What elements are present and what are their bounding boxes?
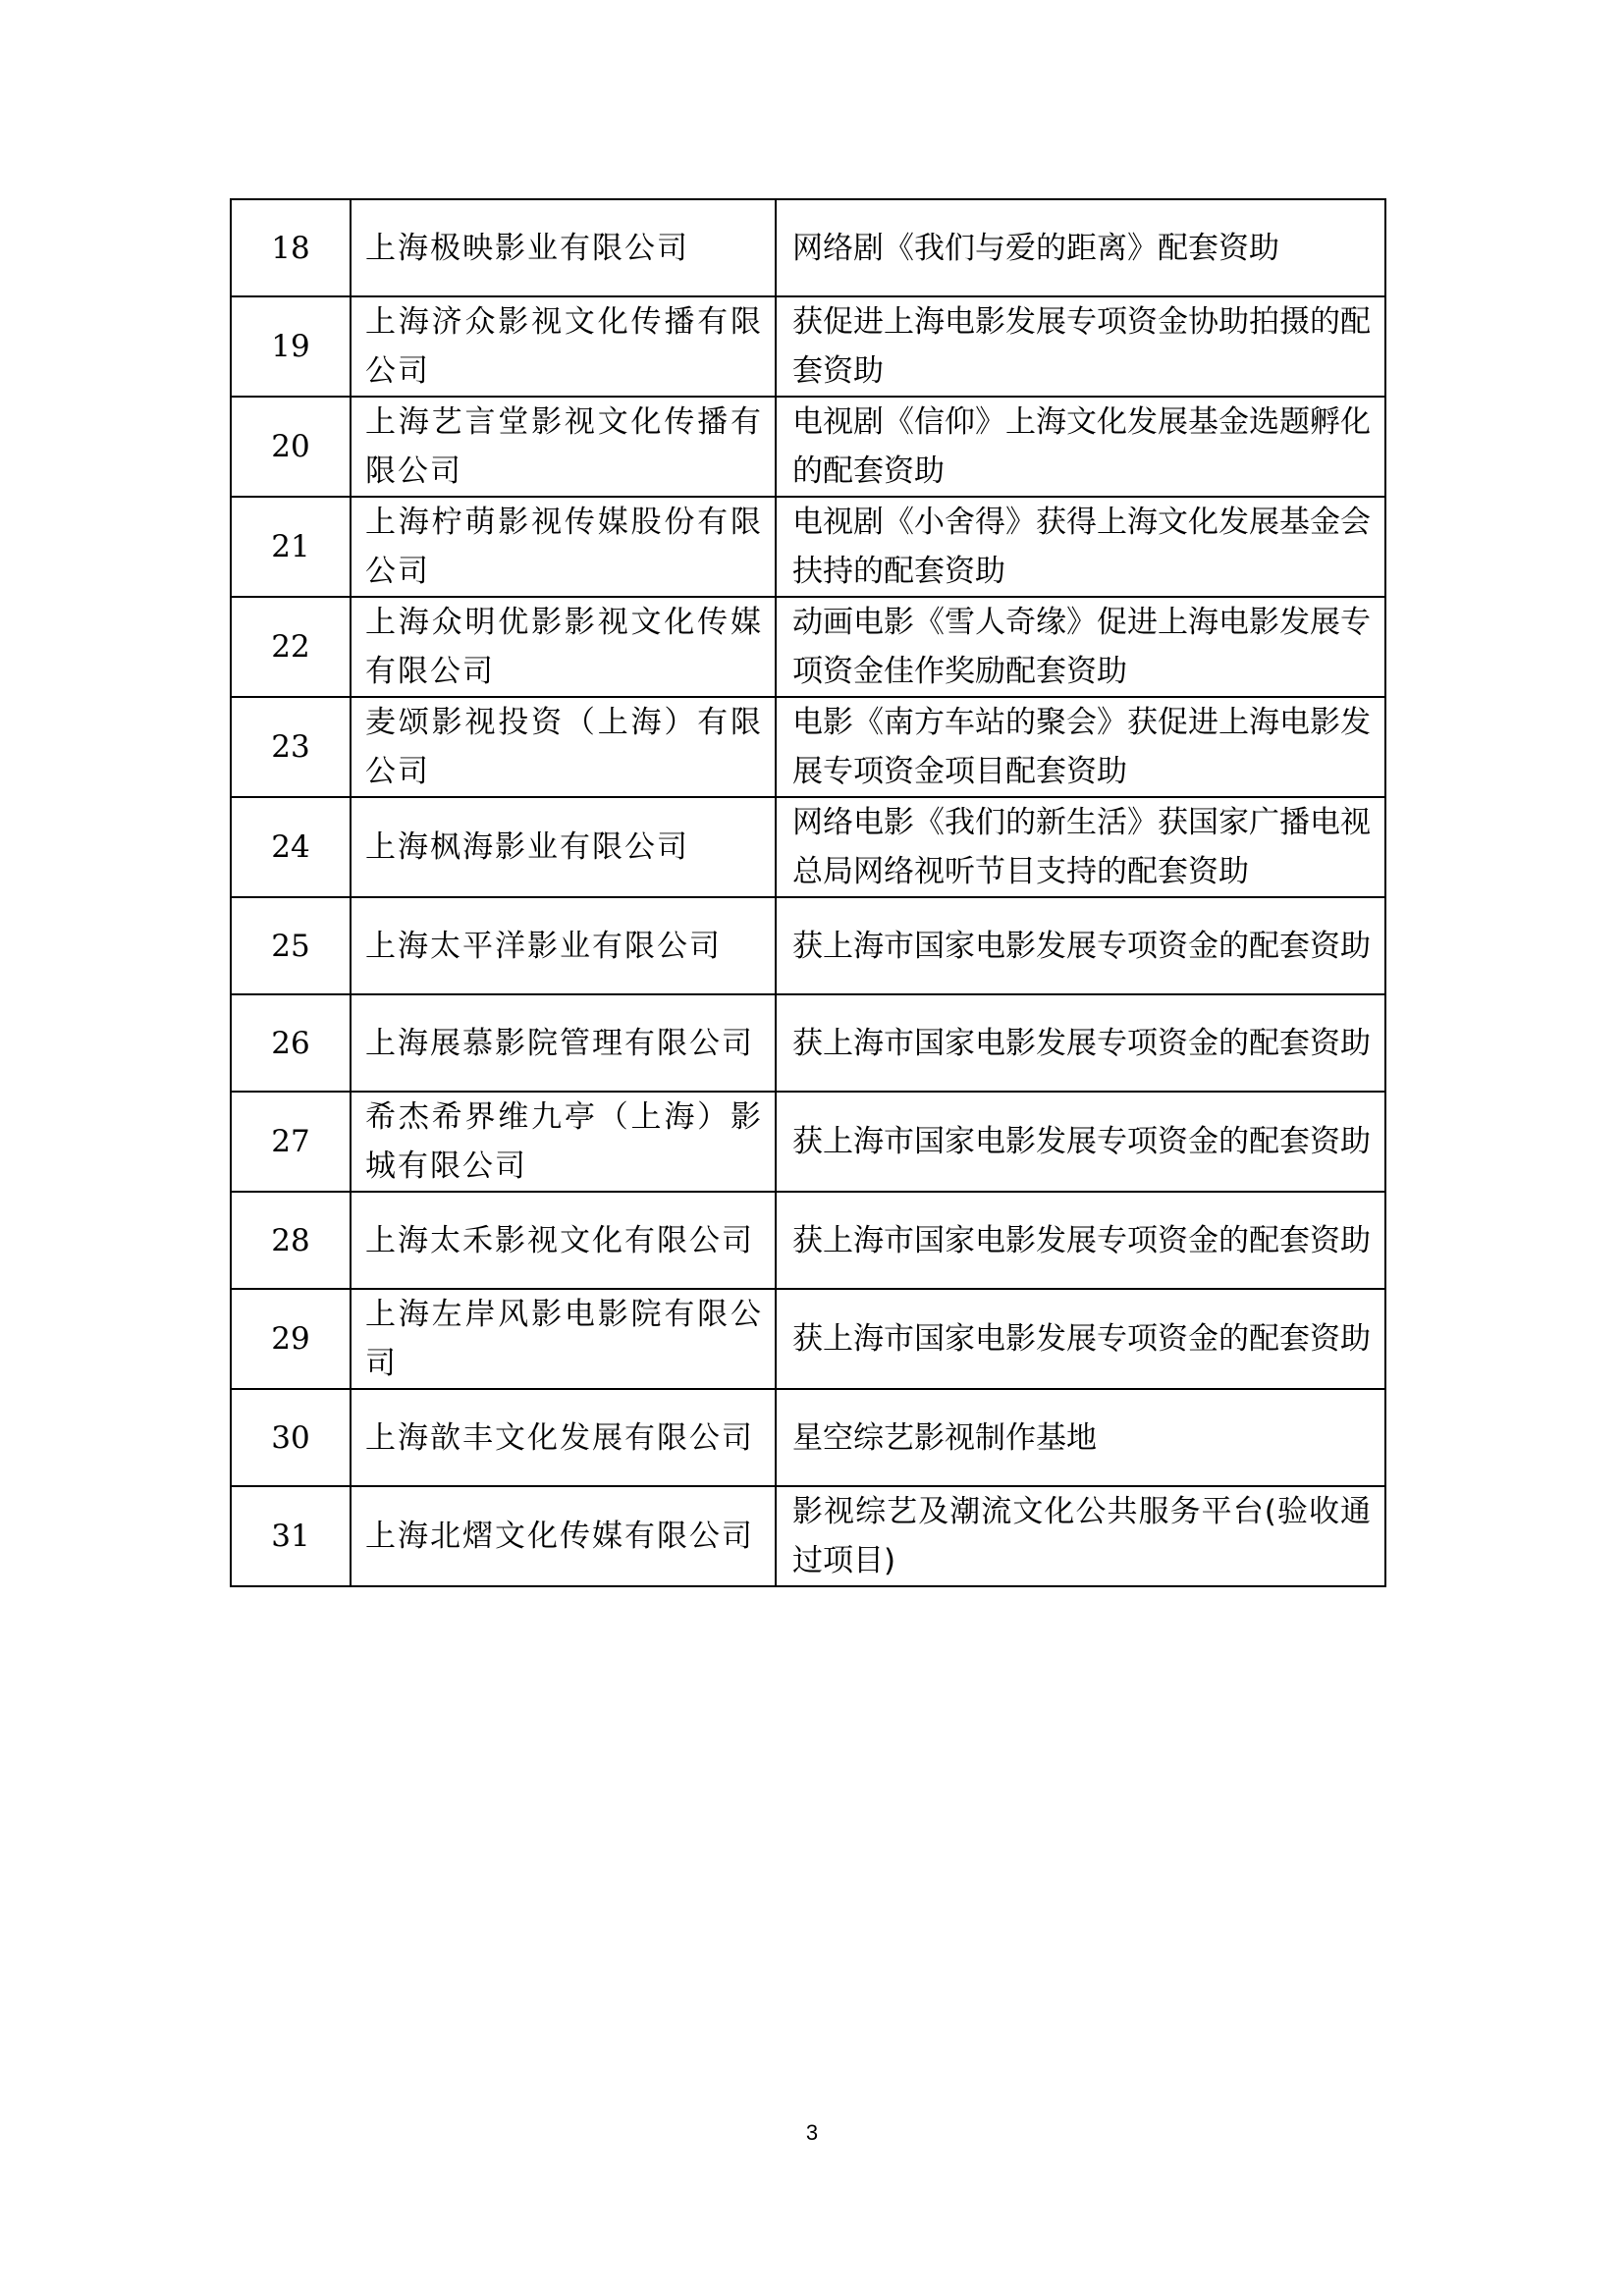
company-name: 上海众明优影影视文化传媒有限公司 — [351, 597, 776, 697]
company-name: 上海北熠文化传媒有限公司 — [351, 1486, 776, 1586]
table-row — [231, 1192, 1385, 1289]
table-row — [231, 1389, 1385, 1486]
row-number: 26 — [231, 994, 351, 1092]
company-name: 上海极映影业有限公司 — [351, 199, 776, 296]
project-description: 获上海市国家电影发展专项资金的配套资助 — [776, 897, 1385, 994]
table-row — [231, 1486, 1385, 1586]
project-description: 获上海市国家电影发展专项资金的配套资助 — [776, 1192, 1385, 1289]
company-name: 希杰希界维九亭（上海）影城有限公司 — [351, 1092, 776, 1192]
project-description: 获上海市国家电影发展专项资金的配套资助 — [776, 994, 1385, 1092]
company-name: 麦颂影视投资（上海）有限公司 — [351, 697, 776, 797]
row-number: 25 — [231, 897, 351, 994]
company-name: 上海太平洋影业有限公司 — [351, 897, 776, 994]
company-name: 上海歆丰文化发展有限公司 — [351, 1389, 776, 1486]
row-number: 18 — [231, 199, 351, 296]
row-number: 22 — [231, 597, 351, 697]
project-description: 获上海市国家电影发展专项资金的配套资助 — [776, 1289, 1385, 1389]
company-name: 上海艺言堂影视文化传播有限公司 — [351, 397, 776, 497]
company-name: 上海柠萌影视传媒股份有限公司 — [351, 497, 776, 597]
table-row — [231, 797, 1385, 897]
project-description: 动画电影《雪人奇缘》促进上海电影发展专项资金佳作奖励配套资助 — [776, 597, 1385, 697]
row-number: 30 — [231, 1389, 351, 1486]
project-description: 获上海市国家电影发展专项资金的配套资助 — [776, 1092, 1385, 1192]
project-description: 电视剧《信仰》上海文化发展基金选题孵化的配套资助 — [776, 397, 1385, 497]
table-row — [231, 397, 1385, 497]
row-number: 23 — [231, 697, 351, 797]
company-name: 上海太禾影视文化有限公司 — [351, 1192, 776, 1289]
page-number: 3 — [805, 2120, 819, 2145]
project-description: 网络电影《我们的新生活》获国家广播电视总局网络视听节目支持的配套资助 — [776, 797, 1385, 897]
row-number: 21 — [231, 497, 351, 597]
project-description: 影视综艺及潮流文化公共服务平台(验收通过项目) — [776, 1486, 1385, 1586]
row-number: 27 — [231, 1092, 351, 1192]
row-number: 19 — [231, 296, 351, 397]
row-number: 24 — [231, 797, 351, 897]
project-table — [230, 198, 1386, 1587]
project-description: 网络剧《我们与爱的距离》配套资助 — [776, 199, 1385, 296]
row-number: 20 — [231, 397, 351, 497]
table-row — [231, 296, 1385, 397]
company-name: 上海展慕影院管理有限公司 — [351, 994, 776, 1092]
row-number: 31 — [231, 1486, 351, 1586]
project-description: 星空综艺影视制作基地 — [776, 1389, 1385, 1486]
table-row — [231, 994, 1385, 1092]
row-number: 29 — [231, 1289, 351, 1389]
project-description: 获促进上海电影发展专项资金协助拍摄的配套资助 — [776, 296, 1385, 397]
project-description: 电视剧《小舍得》获得上海文化发展基金会扶持的配套资助 — [776, 497, 1385, 597]
table-row — [231, 1092, 1385, 1192]
company-name: 上海左岸风影电影院有限公司 — [351, 1289, 776, 1389]
table-row — [231, 497, 1385, 597]
table-row — [231, 1289, 1385, 1389]
row-number: 28 — [231, 1192, 351, 1289]
table-row — [231, 597, 1385, 697]
table-row — [231, 897, 1385, 994]
company-name: 上海济众影视文化传播有限公司 — [351, 296, 776, 397]
company-name: 上海枫海影业有限公司 — [351, 797, 776, 897]
project-description: 电影《南方车站的聚会》获促进上海电影发展专项资金项目配套资助 — [776, 697, 1385, 797]
table-row — [231, 199, 1385, 296]
table-row — [231, 697, 1385, 797]
